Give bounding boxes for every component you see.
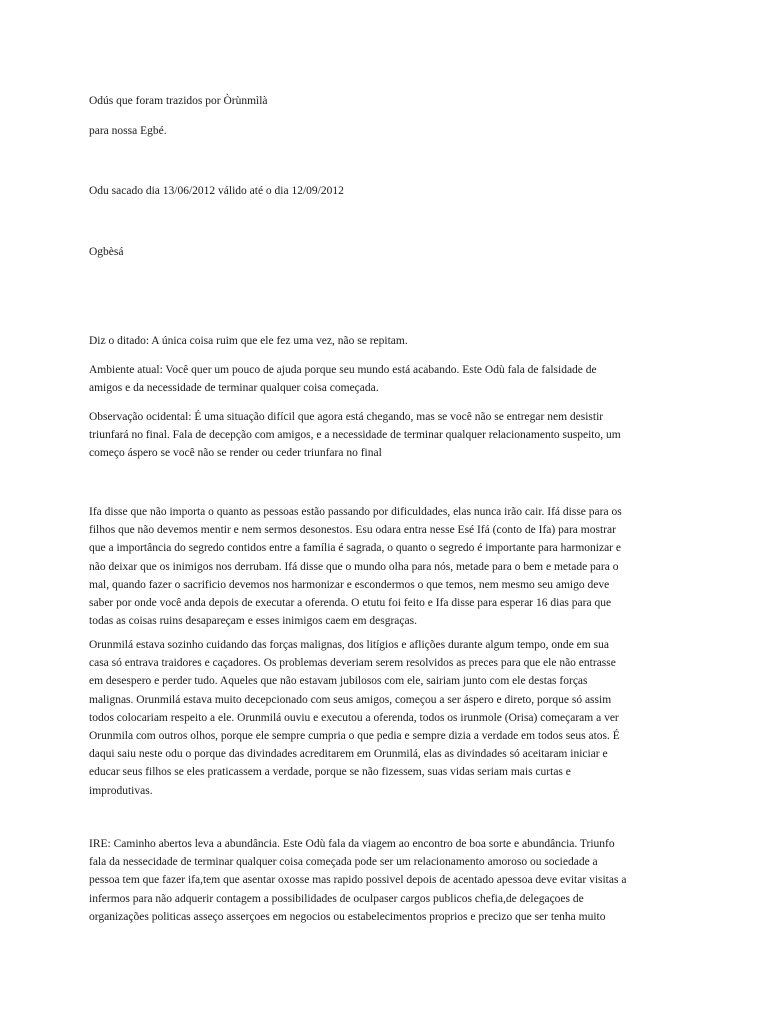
orunmila-line: Orunmilá estava sozinho cuidando das forças malignas, dos litígios e aflições durante algum tempo, onde em sua: [89, 639, 609, 651]
orunmila-line: daqui saiu neste odu o porque das divindades acreditarem em Orunmilá, elas as divindades só aceitaram iniciar e: [89, 748, 608, 761]
observacao-paragraph: [89, 408, 679, 463]
ifa-paragraph: [89, 503, 679, 630]
observacao-line: Observação ocidental: É uma situação difícil que agora está chegando, mas se você não se entregar nem desistir: [89, 411, 604, 423]
ambiente-paragraph: [89, 361, 679, 397]
ire-line: infermos para não adquerir contagem a possibilidades de oculpaser cargos publicos chefia,de delegaçoes de: [89, 892, 584, 905]
ambiente-line: Ambiente atual: Você quer um pouco de ajuda porque seu mundo está acabando. Este Odù fala de falsidade de: [89, 364, 597, 376]
ire-line: fala da nessecidade de terminar qualquer coisa começada pode ser um relacionamento amoroso ou sociedade a: [89, 856, 598, 869]
observacao-line: começo áspero se você não se render ou ceder triunfara no final: [89, 447, 382, 460]
ifa-line: não deixar que os inimigos nos derrubam. Ifá disse que o mundo olha para nós, metade para o bem e metade para o: [89, 560, 619, 573]
ire-line: organizações politicas asseço asserçoes em negocios ou estabelecimentos proprios e precizo que ser tenha muito: [89, 910, 606, 923]
ifa-line: que a importância do segredo contidos entre a família é sagrada, o quanto o segredo é importante para harmonizar e: [89, 542, 621, 555]
ifa-line: filhos que não devemos mentir e nem sermos desonestos. Esu odara entra nesse Esé Ifá (conto de Ifa) para mostrar: [89, 524, 616, 537]
orunmila-line: Orunmila com outros olhos, porque ele sempre cumpria o que pedia e sempre dizia a verdade em todos seus atos. É: [89, 730, 620, 743]
observacao-line: triunfará no final. Fala de decepção com amigos, e a necessidade de terminar qualquer relacionamento suspeito, um: [89, 429, 621, 442]
orunmila-line: casa só entrava traidores e caçadores. Os problemas deveriam serem resolvidos as preces para que ele não entrasse: [89, 657, 616, 670]
ifa-line: todas as coisas ruins desapareçam e esses inimigos caem em desgraças.: [89, 615, 417, 628]
ire-paragraph: [89, 835, 679, 926]
orunmila-line: malignas. Orunmilá estava muito decepcionado com seus amigos, começou a ser áspero e direto, porque só assim: [89, 693, 612, 706]
document-title: Odús que foram trazidos por Òrùnmìlà: [89, 95, 268, 107]
odu-date-line: Odu sacado dia 13/06/2012 válido até o dia 12/09/2012: [89, 185, 344, 197]
odu-name: Ogbèsá: [89, 246, 124, 258]
orunmila-line: todos colocariam respeito a ele. Orunmilá ouviu e executou a oferenda, todos os irunmole (Orisa) começaram a ver: [89, 711, 619, 724]
orunmila-line: educar seus filhos se eles praticassem a verdade, porque se não fizessem, suas vidas seriam mais curtas e: [89, 766, 571, 779]
ire-line: IRE: Caminho abertos leva a abundância. Este Odù fala da viagem ao encontro de boa sorte e abundância. Triunfo: [89, 838, 615, 850]
ambiente-line: amigos e da necessidade de terminar qualquer coisa começada.: [89, 382, 379, 395]
saying-line: Diz o ditado: A única coisa ruim que ele fez uma vez, não se repitam.: [89, 335, 408, 347]
document-subtitle: para nossa Egbé.: [89, 125, 167, 137]
orunmila-line: improdutivas.: [89, 784, 153, 797]
ifa-line: mal, quando fazer o sacrificio devemos nos harmonizar e escondermos o que temos, nem mesmo seu amigo deve: [89, 578, 610, 591]
orunmila-line: em desespero e perder tudo. Aqueles que não estavam jubilosos com ele, sairiam junto com ele destas forças: [89, 675, 588, 688]
ifa-line: Ifa disse que não importa o quanto as pessoas estão passando por dificuldades, elas nunca irão cair. Ifá disse para os: [89, 506, 622, 518]
ire-line: pessoa tem que fazer ifa,tem que asentar oxosse mas rapido possivel depois de acentado apessoa deve evitar visitas a: [89, 874, 627, 887]
ifa-line: saber por onde você anda depois de executar a oferenda. O etutu foi feito e Ifa disse para esperar 16 dias para que: [89, 597, 612, 610]
orunmila-paragraph: [89, 636, 679, 800]
